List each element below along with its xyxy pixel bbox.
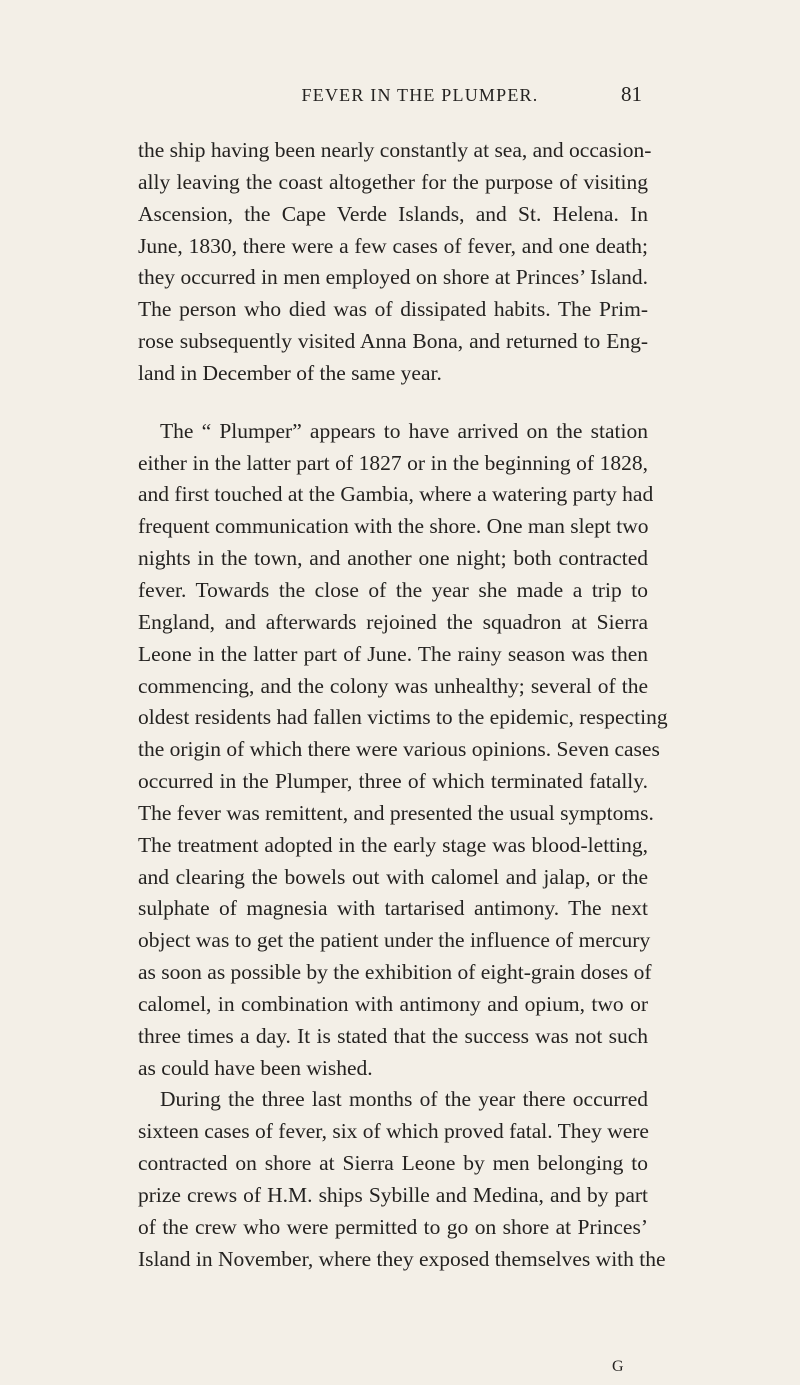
text-line: occurred in the Plumper, three of which terminated fatally. [138, 769, 648, 794]
text-line: frequent communication with the shore. One man slept two [138, 514, 649, 539]
text-line: and clearing the bowels out with calomel and jalap, or the [138, 864, 648, 889]
page-number: 81 [621, 82, 642, 106]
text-line: The “ Plumper” appears to have arrived on the station [160, 418, 648, 443]
paragraph-gap [138, 390, 648, 416]
running-head: FEVER IN THE PLUMPER. [301, 85, 539, 105]
paragraph-3 [138, 1084, 666, 1275]
text-line: ally leaving the coast altogether for the purpose of visiting [138, 169, 648, 194]
text-line: object was to get the patient under the influence of mercury [138, 928, 651, 953]
text-line: the origin of which there were various opinions. Seven cases [138, 737, 660, 762]
signature-mark: G [612, 1358, 625, 1375]
text-line: During the three last months of the year there occurred [160, 1087, 648, 1112]
text-line: oldest residents had fallen victims to the epidemic, respecting [138, 705, 668, 730]
text-line: sulphate of magnesia with tartarised antimony. The next [138, 896, 648, 921]
text-line: fever. Towards the close of the year she made a trip to [138, 577, 648, 602]
text-line: The fever was remittent, and presented the usual symptoms. [138, 800, 654, 825]
text-line: England, and afterwards rejoined the squadron at Sierra [138, 609, 648, 634]
text-line: as soon as possible by the exhibition of eight-grain doses of [138, 960, 652, 985]
text-line: The treatment adopted in the early stage was blood-letting, [138, 832, 648, 857]
text-line: Island in November, where they exposed themselves with the [138, 1246, 666, 1271]
paragraph-1 [138, 135, 652, 390]
text-line: rose subsequently visited Anna Bona, and returned to Eng- [138, 329, 648, 354]
text-line: calomel, in combination with antimony and opium, two or [138, 991, 648, 1016]
text-line: as could have been wished. [138, 1055, 373, 1080]
text-line: prize crews of H.M. ships Sybille and Medina, and by part [138, 1183, 648, 1207]
text-line: land in December of the same year. [138, 360, 442, 385]
text-line: Leone in the latter part of June. The rainy season was then [138, 641, 648, 666]
text-line: sixteen cases of fever, six of which proved fatal. They were [138, 1119, 649, 1144]
paragraph-2 [138, 416, 668, 1085]
text-line: the ship having been nearly constantly at sea, and occasion- [138, 138, 652, 162]
text-line: The person who died was of dissipated habits. The Prim- [138, 297, 648, 322]
body-text [138, 135, 668, 1276]
text-line: and first touched at the Gambia, where a watering party had [138, 482, 654, 507]
text-line: June, 1830, there were a few cases of fever, and one death; [138, 233, 648, 258]
text-line: commencing, and the colony was unhealthy; several of the [138, 673, 648, 698]
text-line: of the crew who were permitted to go on shore at Princes’ [138, 1214, 648, 1239]
text-line: contracted on shore at Sierra Leone by men belonging to [138, 1151, 648, 1176]
text-line: nights in the town, and another one night; both contracted [138, 546, 648, 571]
text-line: they occurred in men employed on shore at Princes’ Island. [138, 265, 648, 290]
text-line: either in the latter part of 1827 or in the beginning of 1828, [138, 450, 648, 475]
text-line: Ascension, the Cape Verde Islands, and St. Helena. In [138, 201, 648, 226]
text-line: three times a day. It is stated that the success was not such [138, 1023, 648, 1048]
